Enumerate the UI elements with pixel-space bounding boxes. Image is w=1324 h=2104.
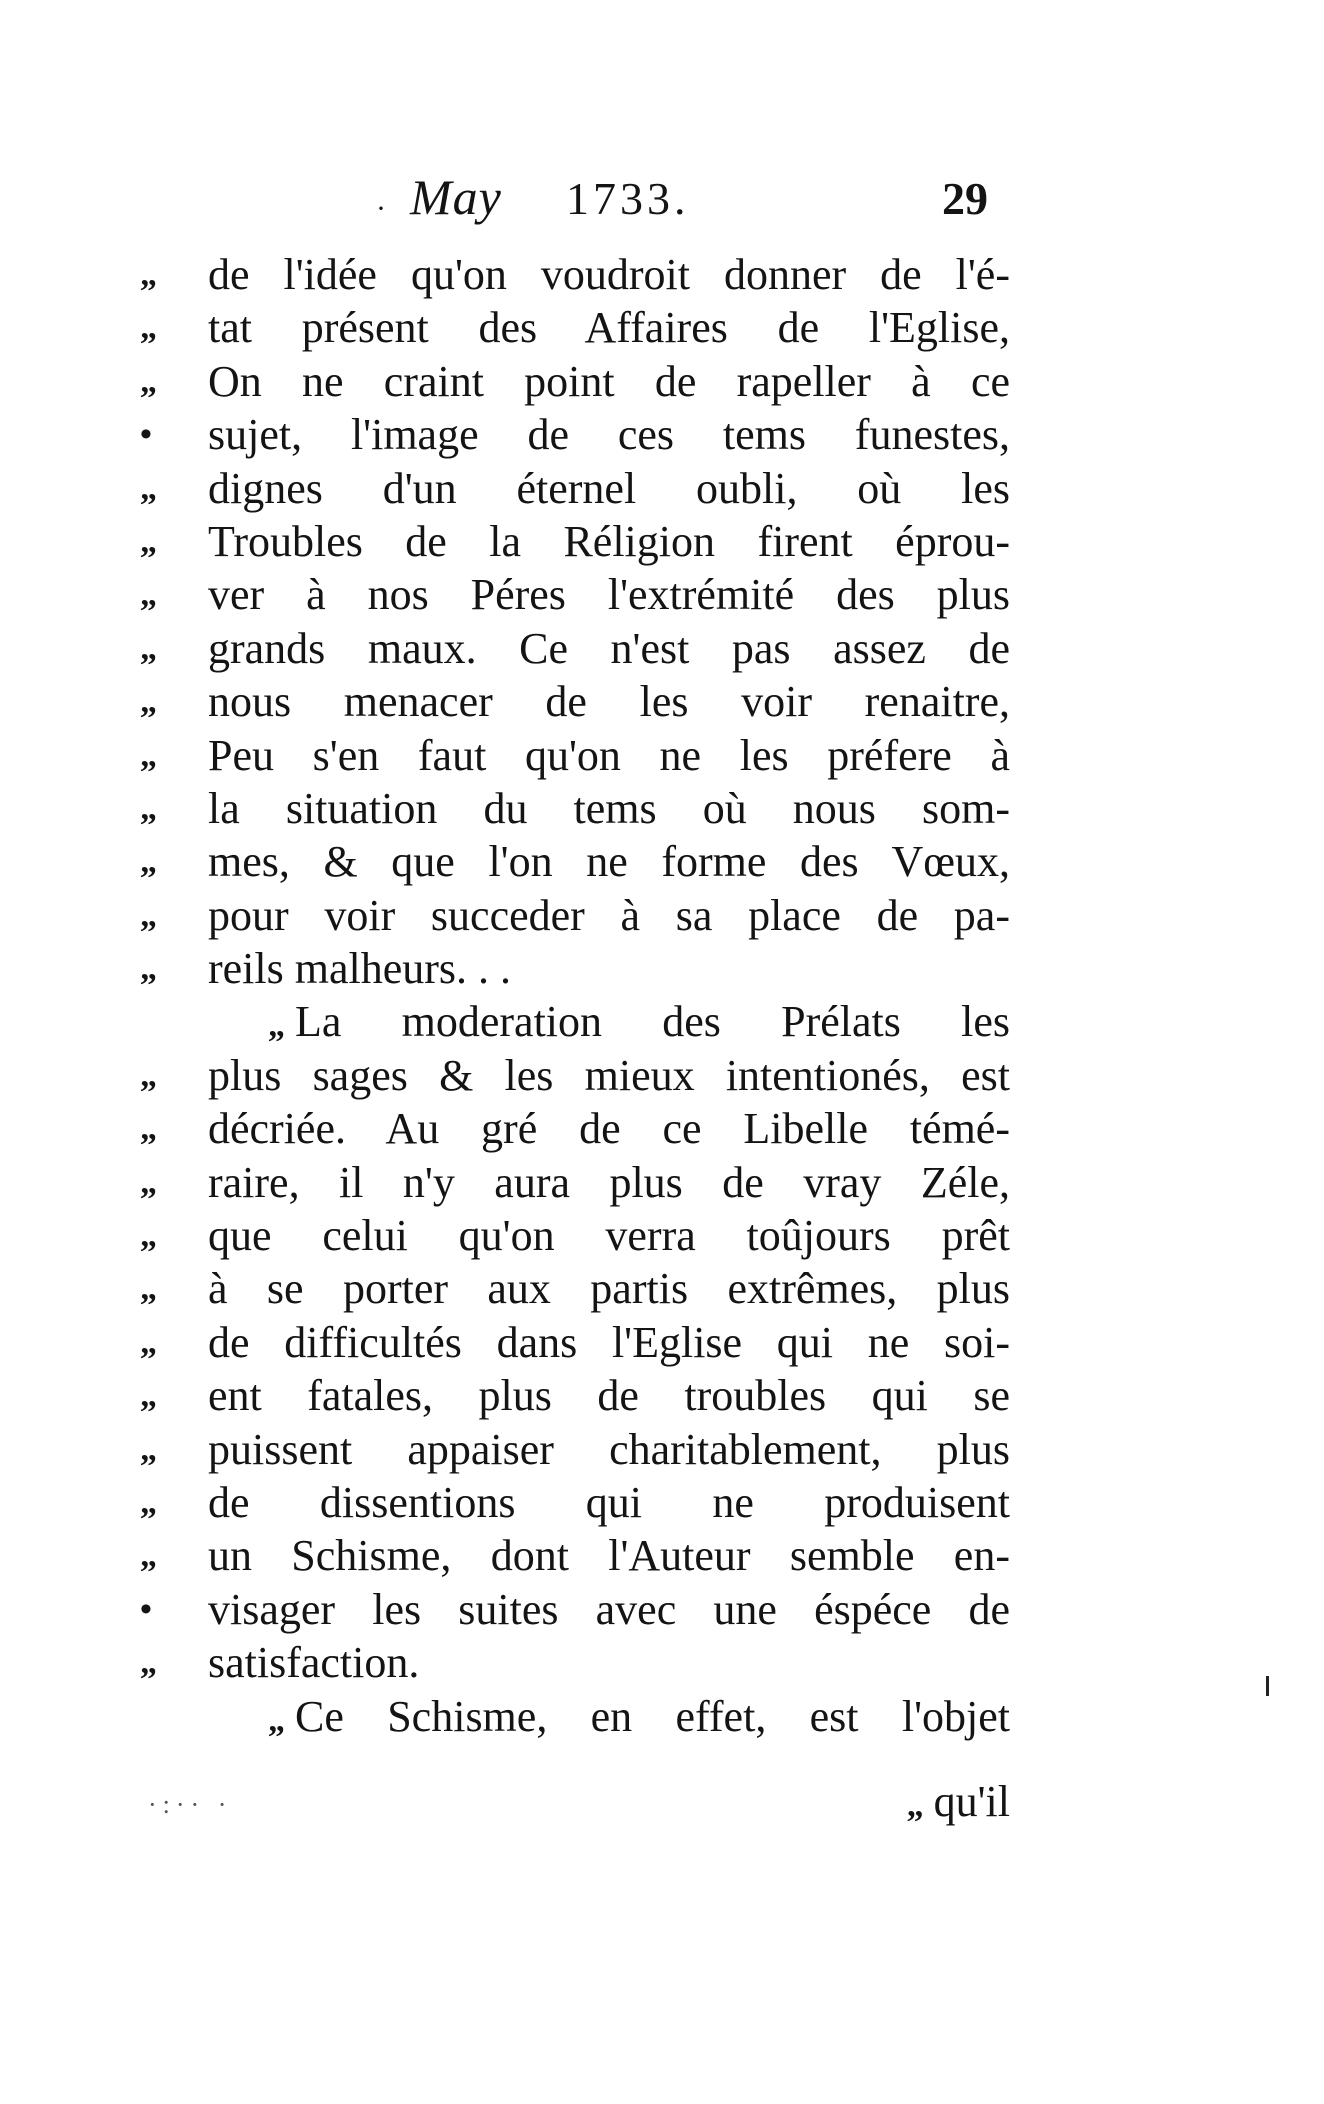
text-line	[0, 1369, 1324, 1422]
line-text: Troubles de la Réligion firent éprou-	[208, 516, 1010, 566]
line-text	[268, 1690, 1010, 1747]
line-text: satisfaction.	[208, 1638, 420, 1688]
text-line	[0, 1529, 1324, 1582]
text-line	[0, 1423, 1324, 1476]
quotation-mark: „	[140, 522, 157, 560]
quotation-mark: „	[140, 1537, 157, 1575]
paragraph-start-line	[0, 995, 1324, 1048]
line-text: de l'idée qu'on voudroit donner de l'é-	[208, 250, 1010, 299]
line-text: pour voir succeder à sa place de pa-	[208, 890, 1010, 940]
line-text: un Schisme, dont l'Auteur semble en-	[208, 1531, 1010, 1581]
running-head-year: 1733.	[566, 173, 690, 224]
quotation-mark: „	[140, 1323, 157, 1361]
quotation-mark: „	[140, 1217, 157, 1255]
text-line	[0, 622, 1324, 675]
line-text: sujet, l'image de ces tems funestes,	[208, 410, 1010, 460]
quotation-mark: „	[140, 1430, 157, 1468]
quotation-mark: „	[906, 1787, 924, 1824]
line-text-content: Ce Schisme, en effet, est l'objet	[295, 1691, 1010, 1741]
line-text: raire, il n'y aura plus de vray Zéle,	[208, 1157, 1010, 1207]
text-line	[0, 942, 1324, 995]
quotation-mark: „	[140, 362, 157, 400]
quotation-mark: „	[140, 1483, 157, 1521]
text-line	[0, 782, 1324, 835]
quotation-mark: „	[140, 629, 157, 667]
quotation-mark: „	[140, 1056, 157, 1094]
page-number: 29	[942, 173, 988, 224]
quotation-mark: „	[140, 950, 157, 988]
quotation-mark: „	[140, 1163, 157, 1201]
body-text	[0, 248, 1324, 1743]
line-text: de dissentions qui ne produisent	[208, 1477, 1010, 1527]
catchword	[907, 1776, 1010, 1827]
line-text: nous menacer de les voir renaitre,	[208, 677, 1010, 727]
line-text: reils malheurs. . .	[208, 944, 512, 994]
text-line	[0, 355, 1324, 408]
text-line	[0, 568, 1324, 621]
text-line	[0, 1476, 1324, 1529]
text-line	[0, 1156, 1324, 1209]
line-text	[268, 995, 1010, 1052]
line-text-content: La moderation des Prélats les	[295, 997, 1010, 1047]
line-text: On ne craint point de rapeller à ce	[208, 356, 1010, 406]
line-text: de difficultés dans l'Eglise qui ne soi-	[208, 1317, 1010, 1367]
text-line	[0, 301, 1324, 354]
paragraph-start-line	[0, 1690, 1324, 1743]
text-line	[0, 1209, 1324, 1262]
line-text: ver à nos Péres l'extrémité des plus	[208, 570, 1010, 620]
text-line	[0, 675, 1324, 728]
quotation-mark: „	[140, 576, 157, 614]
text-line	[0, 1102, 1324, 1155]
quotation-mark: „	[140, 789, 157, 827]
text-line	[0, 462, 1324, 515]
header-dot: ·	[376, 192, 386, 225]
text-line	[0, 408, 1324, 461]
quotation-mark: „	[268, 1007, 285, 1045]
text-line	[0, 1583, 1324, 1636]
text-line	[0, 1049, 1324, 1102]
line-text: grands maux. Ce n'est pas assez de	[208, 623, 1010, 673]
text-line	[0, 1636, 1324, 1689]
quotation-mark: „	[140, 736, 157, 774]
quotation-mark: „	[140, 896, 157, 934]
quotation-mark: „	[140, 309, 157, 347]
quotation-mark: „	[140, 256, 157, 293]
quotation-mark: „	[140, 1377, 157, 1415]
quotation-mark: „	[140, 843, 157, 881]
text-line	[0, 1316, 1324, 1369]
text-line	[0, 248, 1324, 301]
text-line	[0, 515, 1324, 568]
line-text: la situation du tems où nous som-	[208, 783, 1010, 833]
line-text: Peu s'en faut qu'on ne les préfere à	[208, 730, 1010, 780]
quotation-mark: „	[140, 469, 157, 507]
margin-tick-mark	[1266, 1676, 1269, 1696]
line-text: ent fatales, plus de troubles qui se	[208, 1371, 1010, 1421]
quotation-mark: „	[140, 1270, 157, 1308]
bullet-mark: •	[140, 416, 152, 454]
bullet-mark: •	[140, 1590, 152, 1628]
line-text: dignes d'un éternel oubli, où les	[208, 463, 1010, 513]
line-text: que celui qu'on verra toûjours prêt	[208, 1211, 1010, 1261]
text-line	[0, 889, 1324, 942]
text-line	[0, 1262, 1324, 1315]
quotation-mark: „	[268, 1701, 285, 1739]
quotation-mark: „	[140, 683, 157, 721]
line-text: décriée. Au gré de ce Libelle témé-	[208, 1104, 1010, 1154]
line-text: tat présent des Affaires de l'Eglise,	[208, 303, 1010, 353]
line-text: puissent appaiser charitablement, plus	[208, 1424, 1010, 1474]
text-line	[0, 729, 1324, 782]
catchword-text: qu'il	[933, 1777, 1010, 1826]
quotation-mark: „	[140, 1110, 157, 1148]
line-text: plus sages & les mieux intentionés, est	[208, 1050, 1010, 1100]
running-head: May	[410, 169, 502, 225]
stray-ink-mark: ·:·· ·	[148, 1790, 233, 1819]
line-text: visager les suites avec une éspéce de	[208, 1584, 1010, 1634]
text-line	[0, 835, 1324, 888]
line-text: à se porter aux partis extrêmes, plus	[208, 1264, 1010, 1314]
quotation-mark: „	[140, 1644, 157, 1682]
page-header	[0, 168, 1324, 238]
line-text: mes, & que l'on ne forme des Vœux,	[208, 837, 1010, 887]
